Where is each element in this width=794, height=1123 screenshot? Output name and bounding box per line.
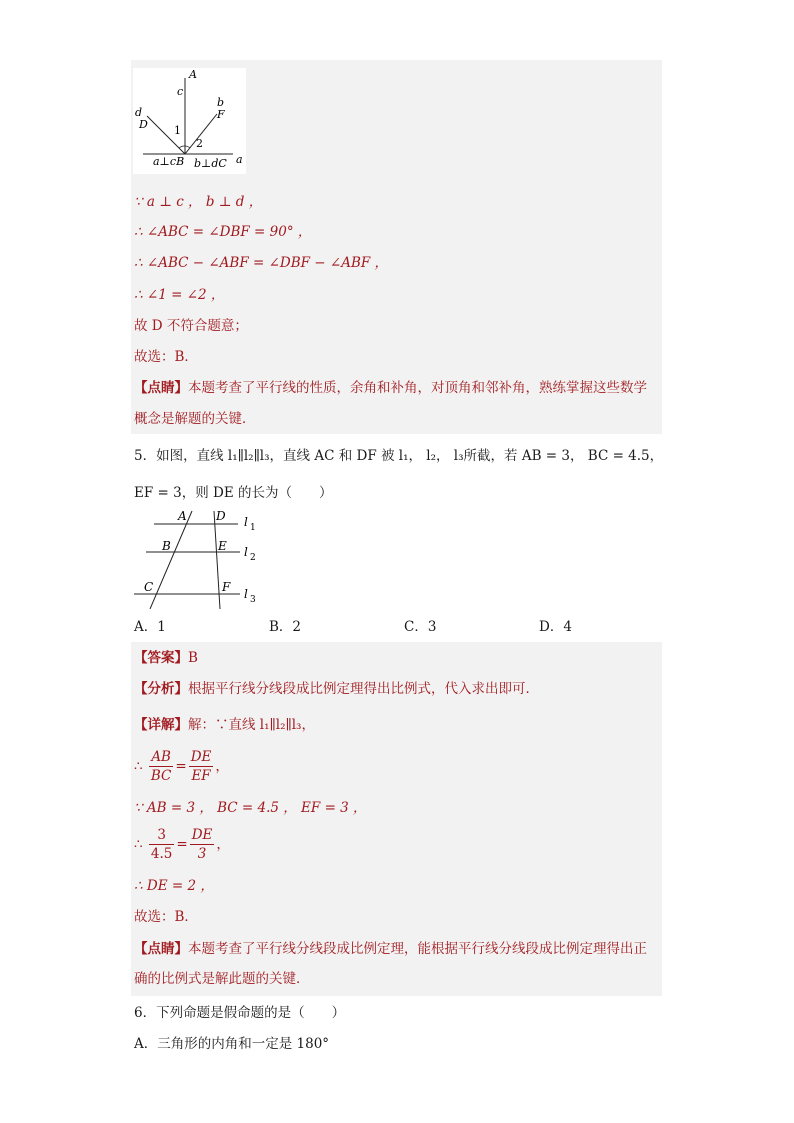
label-D: D <box>139 118 148 131</box>
comment-text: 本题考查了平行线的性质，余角和补角，对顶角和邻补角，熟练掌握这些数学 <box>188 380 647 396</box>
answer-value: B <box>188 650 198 666</box>
q5-stem-1: 5．如图，直线 l₁∥l₂∥l₃，直线 AC 和 DF 被 l₁， l₂， l₃所截，若 AB = 3， BC = 4.5， <box>134 448 664 464</box>
q4-choice: 故选：B． <box>134 349 198 365</box>
figure-parallel-lines <box>132 505 262 609</box>
therefore-symbol: ∴ <box>134 758 143 775</box>
label-F: F <box>217 108 225 121</box>
label-l2: l <box>244 545 248 559</box>
q5-fraction-step-2: ∴ $\frac{3}{4.5}$ = $\frac{DE}{3}$ ， <box>134 827 230 862</box>
q5-choice: 故选：B． <box>134 909 198 925</box>
parallel-diagram <box>132 505 262 609</box>
label-bottom-left: a⊥cB <box>153 155 185 168</box>
option-b: B．2 <box>269 619 302 635</box>
q5-detail <box>134 715 315 735</box>
fraction-numerator: DE <box>191 827 213 843</box>
q5-answer <box>134 648 198 668</box>
fraction-denominator: EF <box>191 768 211 784</box>
q4-step-4: ∴ ∠1 = ∠2 ， <box>134 287 225 303</box>
fraction-3-4.5 <box>149 826 174 863</box>
therefore-symbol: ∴ <box>134 836 143 853</box>
fraction-denominator: 3 <box>197 846 207 862</box>
label-1: 1 <box>174 124 181 137</box>
fraction-denominator: BC <box>150 768 172 784</box>
label-bottom-right: b⊥dC <box>194 157 227 170</box>
q6-stem: 6．下列命题是假命题的是（ ） <box>134 1005 346 1021</box>
label-l3-sub: 3 <box>250 595 256 605</box>
comment-text: 本题考查了平行线分线段成比例定理，能根据平行线分线段成比例定理得出正 <box>188 941 647 957</box>
q5-comment-cont: 确的比例式是解此题的关键． <box>134 971 310 987</box>
fraction-denominator: 4.5 <box>150 846 173 862</box>
option-d: D．4 <box>539 619 572 635</box>
label-B: B <box>162 539 171 553</box>
label-A: A <box>189 68 197 81</box>
label-F: F <box>222 580 231 594</box>
comment-label: 【点睛】 <box>134 380 188 396</box>
label-D: D <box>216 509 226 523</box>
label-l1: l <box>244 515 248 529</box>
q4-step-3: ∴ ∠ABC − ∠ABF = ∠DBF − ∠ABF ， <box>134 255 389 271</box>
label-l2-sub: 2 <box>250 553 256 563</box>
fraction-numerator: 3 <box>149 826 174 845</box>
comment-label: 【点睛】 <box>134 941 188 957</box>
q5-analysis <box>134 679 539 699</box>
option-c: C．3 <box>404 619 437 635</box>
comma: ， <box>215 758 229 775</box>
option-a: A．1 <box>134 619 166 635</box>
q6-option-a: A．三角形的内角和一定是 180° <box>134 1036 330 1052</box>
q5-fraction-step-1: ∴ $\frac{AB}{BC}$ = $\frac{DE}{EF}$ ， <box>134 749 229 784</box>
label-b: b <box>217 96 225 109</box>
label-C: C <box>144 580 154 594</box>
fraction-numerator: DE <box>190 749 212 765</box>
comma: ， <box>216 836 230 853</box>
label-a: a <box>236 153 243 166</box>
label-c: c <box>177 85 184 98</box>
q4-comment-cont: 概念是解题的关键． <box>134 411 256 427</box>
q5-stem-2: EF = 3，则 DE 的长为（ ） <box>134 485 333 501</box>
fraction-de-ef <box>189 748 214 785</box>
label-l1-sub: 1 <box>250 523 256 533</box>
q4-step-1: ∵ a ⊥ c ， b ⊥ d ， <box>134 194 263 210</box>
q4-comment <box>134 378 647 398</box>
detail-text: 解：∵直线 l₁∥l₂∥l₃， <box>188 717 315 733</box>
fraction-numerator: AB <box>149 748 174 767</box>
q5-given-values: ∵ AB = 3 ， BC = 4.5 ， EF = 3 ， <box>134 800 367 816</box>
analysis-label: 【分析】 <box>134 681 188 697</box>
label-l3: l <box>244 587 248 601</box>
q5-comment <box>134 939 647 959</box>
q4-step-2: ∴ ∠ABC = ∠DBF = 90° ， <box>134 224 312 240</box>
angle-diagram <box>133 68 246 174</box>
label-A: A <box>178 509 187 523</box>
analysis-text: 根据平行线分线段成比例定理得出比例式，代入求出即可． <box>188 681 539 697</box>
label-2: 2 <box>196 137 203 150</box>
fraction-de-3 <box>190 826 215 863</box>
fraction-ab-bc <box>149 748 174 785</box>
q5-result: ∴ DE = 2 ， <box>134 878 214 894</box>
q4-step-5: 故 D 不符合题意； <box>134 318 248 334</box>
answer-label: 【答案】 <box>134 650 188 666</box>
label-E: E <box>218 539 227 553</box>
label-d: d <box>135 106 143 119</box>
figure-angles <box>133 68 246 174</box>
detail-label: 【详解】 <box>134 717 188 733</box>
